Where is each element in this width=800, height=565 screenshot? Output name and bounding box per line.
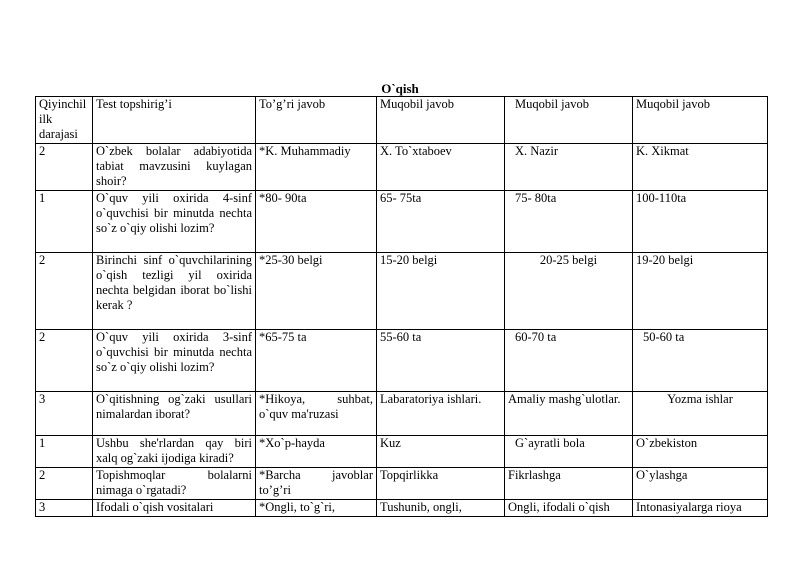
cell-correct-answer: *Barcha javoblar to’g’ri xyxy=(256,468,377,500)
cell-alternative-2: Fikrlashga xyxy=(505,468,633,500)
cell-correct-answer: *Hikoya, suhbat, o`quv ma'ruzasi xyxy=(256,392,377,436)
cell-alternative-3: 19-20 belgi xyxy=(633,253,768,330)
cell-alternative-2: G`ayratli bola xyxy=(505,436,633,468)
cell-alternative-2: 60-70 ta xyxy=(505,330,633,392)
cell-alternative-3: Intonasiyalarga rioya xyxy=(633,500,768,517)
table-row xyxy=(36,330,768,392)
cell-difficulty: 3 xyxy=(36,500,93,517)
table-row xyxy=(36,436,768,468)
cell-alternative-3: Yozma ishlar xyxy=(633,392,768,436)
cell-alternative-1: 15-20 belgi xyxy=(377,253,505,330)
page-title: O`qish xyxy=(381,81,419,96)
table-row xyxy=(36,468,768,500)
cell-alternative-1: Kuz xyxy=(377,436,505,468)
cell-question: Ushbu she'rlardan qay biri xalq og`zaki ijodiga kiradi? xyxy=(93,436,256,468)
cell-question: Ifodali o`qish vositalari xyxy=(93,500,256,517)
cell-alternative-3: 50-60 ta xyxy=(633,330,768,392)
header-alternative-3: Muqobil javob xyxy=(633,97,768,144)
cell-alternative-3: 100-110ta xyxy=(633,191,768,253)
table-row xyxy=(36,144,768,191)
cell-question: O`qitishning og`zaki usullari nimalardan iborat? xyxy=(93,392,256,436)
cell-correct-answer: *80- 90ta xyxy=(256,191,377,253)
cell-alternative-2: 75- 80ta xyxy=(505,191,633,253)
cell-question: Topishmoqlar bolalarni nimaga o`rgatadi? xyxy=(93,468,256,500)
cell-question: O`quv yili oxirida 4-sinf o`quvchisi bir minutda nechta so`z o`qiy olishi lozim? xyxy=(93,191,256,253)
cell-difficulty: 2 xyxy=(36,330,93,392)
cell-correct-answer: *Ongli, to`g`ri, xyxy=(256,500,377,517)
cell-question: O`zbek bolalar adabiyotida tabiat mavzusini kuylagan shoir? xyxy=(93,144,256,191)
header-alternative-1: Muqobil javob xyxy=(377,97,505,144)
cell-alternative-3: O`ylashga xyxy=(633,468,768,500)
cell-alternative-1: 55-60 ta xyxy=(377,330,505,392)
cell-question: O`quv yili oxirida 3-sinf o`quvchisi bir minutda nechta so`z o`qiy olishi lozim? xyxy=(93,330,256,392)
quiz-table xyxy=(35,96,768,517)
cell-alternative-1: 65- 75ta xyxy=(377,191,505,253)
cell-difficulty: 2 xyxy=(36,253,93,330)
cell-alternative-3: K. Xikmat xyxy=(633,144,768,191)
cell-alternative-1: Tushunib, ongli, xyxy=(377,500,505,517)
table-header-row xyxy=(36,97,768,144)
cell-question: Birinchi sinf o`quvchilarining o`qish tezligi yil oxirida nechta belgidan iborat bo`lishi kerak ? xyxy=(93,253,256,330)
cell-correct-answer: *Xo`p-hayda xyxy=(256,436,377,468)
table-row xyxy=(36,392,768,436)
cell-alternative-1: X. To`xtaboev xyxy=(377,144,505,191)
cell-alternative-1: Topqirlikka xyxy=(377,468,505,500)
header-alternative-2: Muqobil javob xyxy=(505,97,633,144)
cell-correct-answer: *K. Muhammadiy xyxy=(256,144,377,191)
cell-alternative-2: 20-25 belgi xyxy=(505,253,633,330)
cell-correct-answer: *65-75 ta xyxy=(256,330,377,392)
cell-alternative-2: Ongli, ifodali o`qish xyxy=(505,500,633,517)
header-difficulty: Qiyinchil ilk darajasi xyxy=(36,97,93,144)
cell-alternative-1: Labaratoriya ishlari. xyxy=(377,392,505,436)
cell-alternative-3: O`zbekiston xyxy=(633,436,768,468)
cell-alternative-2: Amaliy mashg`ulotlar. xyxy=(505,392,633,436)
cell-difficulty: 2 xyxy=(36,144,93,191)
cell-difficulty: 1 xyxy=(36,436,93,468)
header-correct-answer: To’g’ri javob xyxy=(256,97,377,144)
cell-difficulty: 1 xyxy=(36,191,93,253)
cell-difficulty: 2 xyxy=(36,468,93,500)
cell-difficulty: 3 xyxy=(36,392,93,436)
cell-correct-answer: *25-30 belgi xyxy=(256,253,377,330)
cell-alternative-2: X. Nazir xyxy=(505,144,633,191)
header-test-task: Test topshirig’i xyxy=(93,97,256,144)
table-row xyxy=(36,191,768,253)
table-row xyxy=(36,500,768,517)
table-row xyxy=(36,253,768,330)
